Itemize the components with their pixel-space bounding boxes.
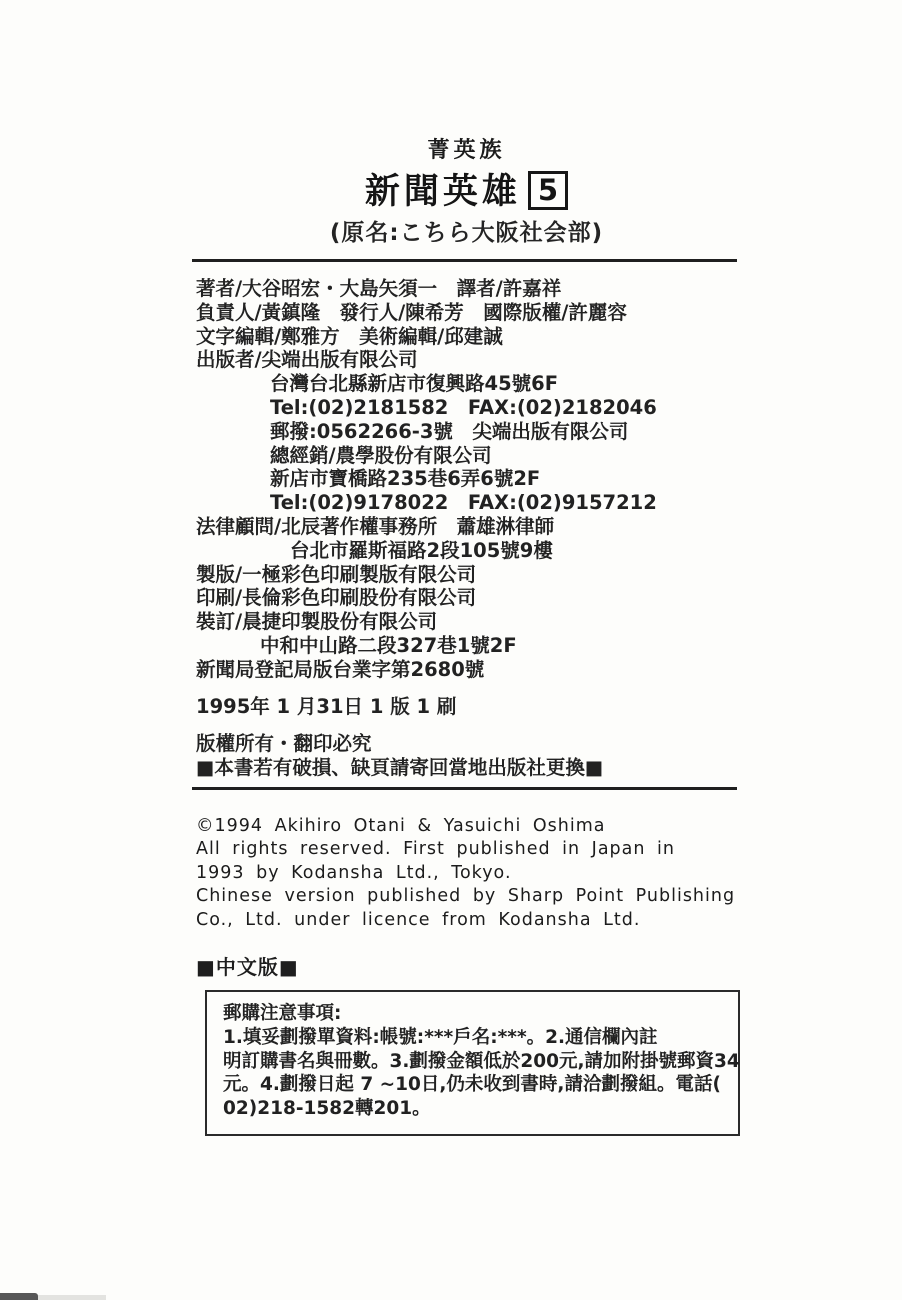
credit-line: 郵撥:0562266-3號 尖端出版有限公司 <box>270 419 629 443</box>
top-divider <box>192 259 737 262</box>
mail-order-line: 1.填妥劃撥單資料:帳號:***戶名:***。2.通信欄內註 <box>223 1026 658 1048</box>
title-block <box>196 0 737 248</box>
credit-line: 製版/一極彩色印刷製版有限公司 <box>196 562 477 586</box>
credit-line: 法律顧問/北辰著作權事務所 蕭雄淋律師 <box>196 514 555 538</box>
english-copyright-line: All rights reserved. First published in Japan in <box>196 839 675 860</box>
damage-notice: ■本書若有破損、缺頁請寄回當地出版社更換■ <box>196 756 604 780</box>
mail-order-line: 元。4.劃撥日起 7 ~10日,仍未收到書時,請洽劃撥組。電話( <box>223 1074 721 1096</box>
english-copyright-line: Co., Ltd. under licence from Kodansha Ltd. <box>196 909 641 930</box>
credit-line: 印刷/長倫彩色印刷股份有限公司 <box>196 586 477 610</box>
book-title <box>196 171 737 212</box>
chinese-edition-label: ■中文版■ <box>196 954 299 979</box>
book-title-text: 新聞英雄 <box>364 172 521 212</box>
credit-line: 中和中山路二段327巷1號2F <box>260 633 517 657</box>
copyright-notice: 版權所有・翻印必究 <box>196 732 372 756</box>
mail-order-heading: 郵購注意事項: <box>223 1002 342 1024</box>
credit-line: Tel:(02)2181582 FAX:(02)2182046 <box>270 395 657 419</box>
scan-artifact-smudge <box>0 1293 38 1300</box>
credit-line: 出版者/尖端出版有限公司 <box>196 348 418 372</box>
credit-line: 負責人/黃鎮隆 發行人/陳希芳 國際版權/許麗容 <box>196 300 627 324</box>
credit-line: 文字編輯/鄭雅方 美術編輯/邱建誠 <box>196 324 503 348</box>
volume-badge: 5 <box>528 171 568 210</box>
credit-line: 台灣台北縣新店市復興路45號6F <box>270 372 559 396</box>
credit-line: 新聞局登記局版台業字第2680號 <box>196 657 485 681</box>
credits-list <box>196 277 737 682</box>
original-title-note: (原名:こちら大阪社会部) <box>329 220 604 246</box>
english-copyright-line: ©1994 Akihiro Otani & Yasuichi Oshima <box>196 815 606 836</box>
credit-line: 著者/大谷昭宏・大島矢須一 譯者/許嘉祥 <box>196 277 562 300</box>
mail-order-line: 明訂購書名與冊數。3.劃撥金額低於200元,請加附掛號郵資34 <box>223 1050 740 1072</box>
mail-order-line: 02)218-1582轉201。 <box>223 1098 431 1120</box>
mail-order-notice-box <box>205 990 740 1136</box>
print-date: 1995年 1 月31日 1 版 1 刷 <box>196 694 457 718</box>
credit-line: 裝訂/晨捷印製股份有限公司 <box>196 610 438 634</box>
english-copyright-line: 1993 by Kodansha Ltd., Tokyo. <box>196 862 512 883</box>
bottom-divider <box>192 787 737 790</box>
mail-order-lines <box>223 1026 740 1121</box>
colophon-page <box>196 0 740 1136</box>
credit-line: 總經銷/農學股份有限公司 <box>270 443 492 467</box>
english-copyright-block <box>196 815 737 932</box>
credit-line: Tel:(02)9178022 FAX:(02)9157212 <box>270 491 657 515</box>
series-label: 菁英族 <box>427 138 506 163</box>
credit-line: 新店市寶橋路235巷6弄6號2F <box>270 467 541 491</box>
credit-line: 台北市羅斯福路2段105號9樓 <box>290 538 553 562</box>
scan-artifact-smudge-light <box>38 1295 106 1300</box>
english-copyright-line: Chinese version published by Sharp Point Publishing <box>196 886 736 907</box>
